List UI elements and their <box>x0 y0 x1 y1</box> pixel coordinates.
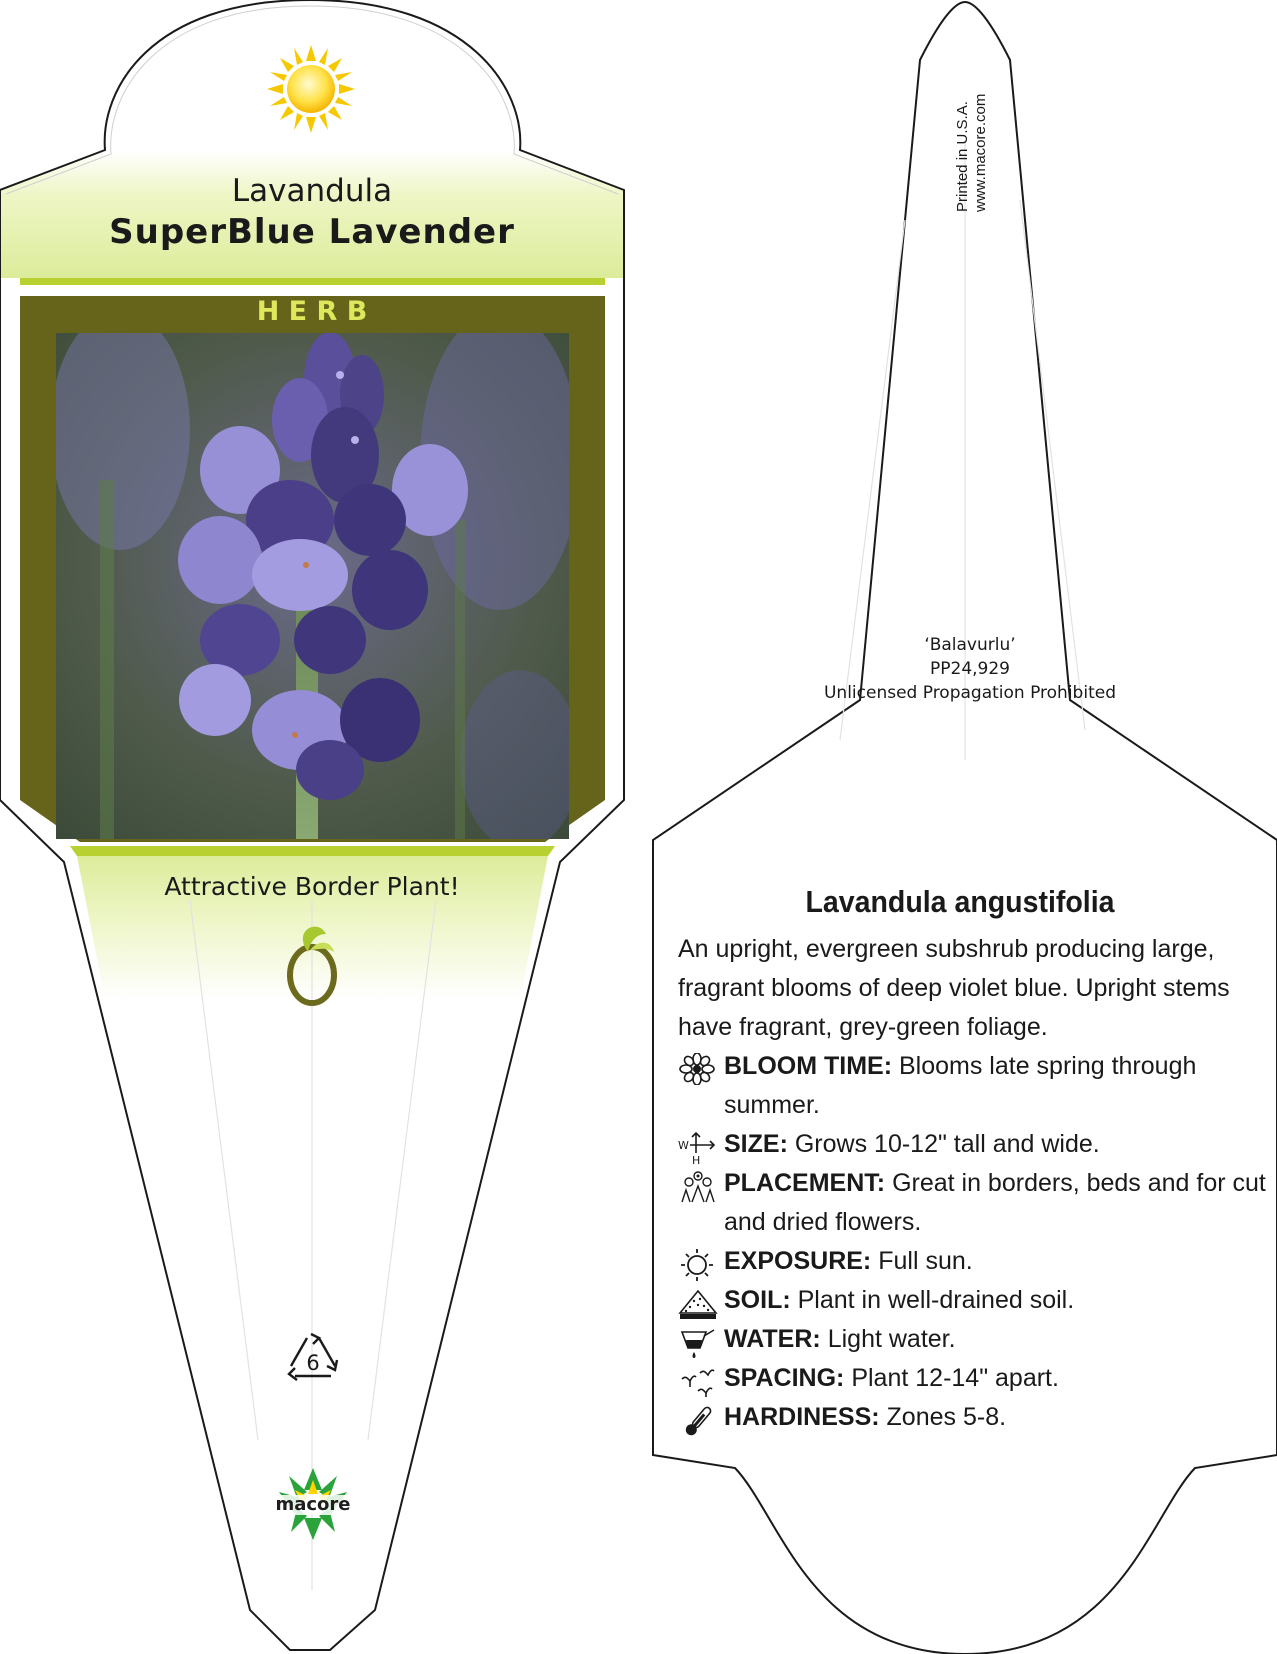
bloom-time-label: BLOOM TIME: <box>724 1052 893 1080</box>
size-icon-w: W <box>678 1139 689 1152</box>
cultivar-name: ‘Balavurlu’ <box>924 635 1016 655</box>
exposure-row <box>678 1242 1274 1281</box>
hardiness-label: HARDINESS: <box>724 1403 880 1431</box>
water-row <box>678 1320 1274 1359</box>
soil-text: Plant in well-drained soil. <box>797 1286 1075 1314</box>
flower-icon <box>678 1053 716 1085</box>
size-text: Grows 10-12" tall and wide. <box>794 1130 1100 1158</box>
thermometer-icon <box>678 1404 718 1438</box>
recycle-code: 6 <box>306 1351 320 1375</box>
soil-row <box>678 1281 1274 1320</box>
hardiness-text: Zones 5-8. <box>886 1403 1007 1431</box>
botanical-name: Lavandula angustifolia <box>805 884 1115 919</box>
propagation-notice: Unlicensed Propagation Prohibited <box>823 683 1116 703</box>
brand-name: macore <box>275 1494 351 1515</box>
printed-in-note <box>954 94 990 212</box>
description: An upright, evergreen subshrub producing large, fragrant blooms of deep violet blue. Upright stems have fragrant, grey-green foliage. <box>678 935 1230 1041</box>
tagline: Attractive Border Plant! <box>164 872 460 901</box>
spacing-label: SPACING: <box>724 1364 845 1392</box>
spacing-icon <box>678 1365 718 1399</box>
sun-outline-icon <box>678 1248 716 1282</box>
size-label: SIZE: <box>724 1130 788 1158</box>
placement-row <box>678 1164 1274 1242</box>
soil-label: SOIL: <box>724 1286 791 1314</box>
size-icon-h: H <box>692 1154 701 1165</box>
patent-number: PP24,929 <box>930 659 1010 679</box>
watering-can-icon <box>678 1326 718 1360</box>
exposure-label: EXPOSURE: <box>724 1247 872 1275</box>
sun-icon <box>267 45 355 133</box>
lavender-photo <box>50 310 580 850</box>
category-label: H E R B <box>256 296 368 327</box>
genus-title: Lavandula <box>231 173 393 209</box>
care-info <box>678 930 1274 1437</box>
water-text: Light water. <box>827 1325 956 1353</box>
bloom-time-row <box>678 1047 1274 1125</box>
printed-line: Printed in U.S.A. <box>954 101 971 212</box>
size-icon <box>678 1131 718 1165</box>
soil-icon <box>678 1287 718 1321</box>
placement-icon <box>678 1170 718 1204</box>
size-row <box>678 1125 1274 1164</box>
plant-name-title: SuperBlue Lavender <box>109 212 515 252</box>
water-label: WATER: <box>724 1325 821 1353</box>
website-line: www.macore.com <box>972 93 989 212</box>
bloom-time-text: Blooms late spring through summer. <box>724 1052 1197 1119</box>
placement-label: PLACEMENT: <box>724 1169 886 1197</box>
spacing-row <box>678 1359 1274 1398</box>
hardiness-row <box>678 1398 1274 1437</box>
spacing-text: Plant 12-14" apart. <box>851 1364 1059 1392</box>
placement-text: Great in borders, beds and for cut and dried flowers. <box>724 1169 1266 1236</box>
exposure-text: Full sun. <box>878 1247 973 1275</box>
